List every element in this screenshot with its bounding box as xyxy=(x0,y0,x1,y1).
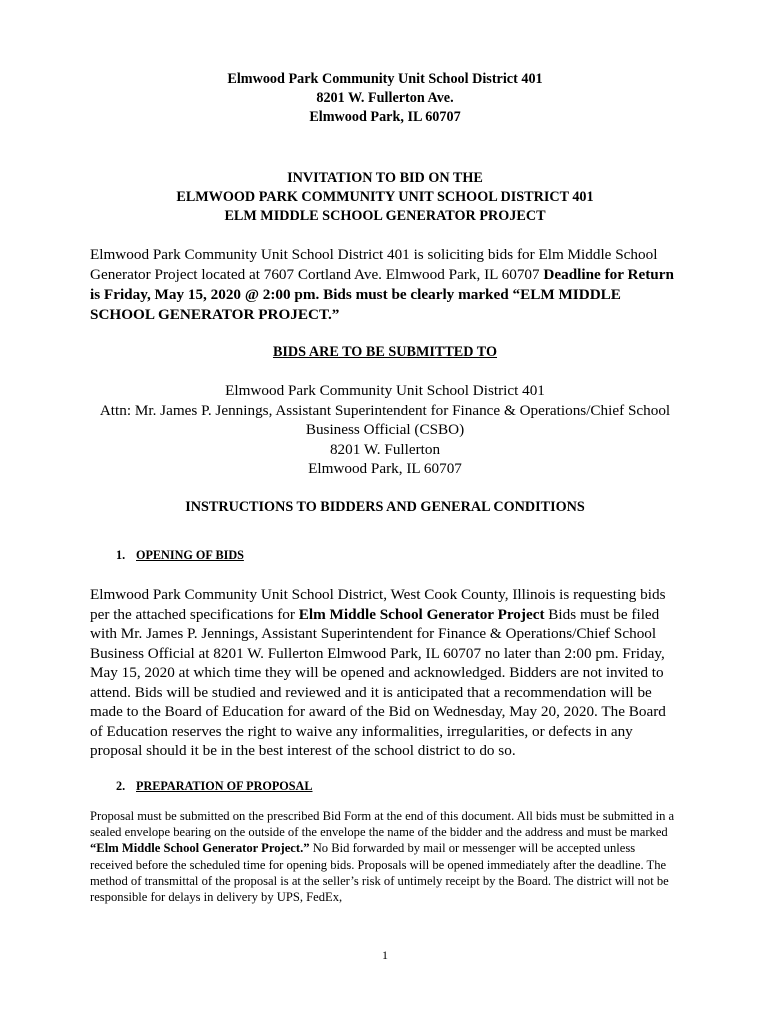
intro-text: Elmwood Park Community Unit School District 401 is soliciting bids for Elm Middle School Generator Project located at 7607 Cortland Ave. Elmwood Park, IL 60707 xyxy=(90,246,658,283)
instructions-heading: INSTRUCTIONS TO BIDDERS AND GENERAL CONDITIONS xyxy=(185,499,585,515)
intro-paragraph xyxy=(90,245,680,325)
section-1-text-b: Bids must be filed with Mr. James P. Jennings, Assistant Superintendent for Finance & Operations/Chief School Business Official at 8201 W. Fullerton Elmwood Park, IL 60707 no later than 2:00 pm. Friday, May 15, 2020 at which time they will be opened and acknowledged. Bidders are not invited to attend. Bids will be studied and reviewed and it is anticipated that a recommendation will be made to the Board of Education for award of the Bid on Wednesday, May 20, 2020. The Board of Education reserves the right to waive any informalities, irregularities, or defects in any proposal should it be in the best interest of the school district to do so. xyxy=(90,605,666,759)
document-title xyxy=(0,169,770,226)
address-line-5: Elmwood Park, IL 60707 xyxy=(308,460,462,477)
section-1-paragraph xyxy=(90,585,680,761)
section-1-project-name: Elm Middle School Generator Project xyxy=(298,605,545,623)
section-2-title: PREPARATION OF PROPOSAL xyxy=(136,779,313,793)
page-number: 1 xyxy=(382,948,388,962)
title-line-1: INVITATION TO BID ON THE xyxy=(287,170,483,186)
section-2-text-a: Proposal must be submitted on the prescribed Bid Form at the end of this document. All bids must be submitted in a sealed envelope bearing on the outside of the envelope the name of the bidder and the address and must be marked xyxy=(90,809,675,840)
section-1-number: 1. xyxy=(116,548,126,562)
address-line-3: Business Official (CSBO) xyxy=(305,421,465,438)
district-city: Elmwood Park, IL 60707 xyxy=(309,109,461,125)
district-name: Elmwood Park Community Unit School District 401 xyxy=(227,71,543,87)
section-2-project-name: “Elm Middle School Generator Project.” xyxy=(90,841,310,856)
section-2-paragraph xyxy=(90,808,680,905)
section-2-text-b: No Bid forwarded by mail or messenger will be accepted unless received before the scheduled time for opening bids. Proposals will be opened immediately after the deadline. The method of transmittal of the proposal is at the seller’s risk of untimely receipt by the Board. The district will not be responsible for delays in delivery by UPS, FedEx, xyxy=(90,841,669,905)
section-1-title: OPENING OF BIDS xyxy=(136,548,244,562)
address-line-2: Attn: Mr. James P. Jennings, Assistant Superintendent for Finance & Operations/Chief School xyxy=(99,401,671,419)
address-line-4: 8201 W. Fullerton xyxy=(329,440,441,458)
section-1-heading xyxy=(116,548,244,563)
title-line-2: ELMWOOD PARK COMMUNITY UNIT SCHOOL DISTRICT 401 xyxy=(176,189,594,205)
district-header xyxy=(0,70,770,127)
submit-heading: BIDS ARE TO BE SUBMITTED TO xyxy=(272,344,498,360)
district-street: 8201 W. Fullerton Ave. xyxy=(316,90,454,106)
section-1-text-a: Elmwood Park Community Unit School District, West Cook County, Illinois is requesting bids per the attached specifications for xyxy=(90,586,666,623)
title-line-3: ELM MIDDLE SCHOOL GENERATOR PROJECT xyxy=(224,208,546,224)
section-2-heading xyxy=(116,779,313,794)
intro-deadline: Deadline for Return is Friday, May 15, 2020 @ 2:00 pm. Bids must be clearly marked “ELM MIDDLE SCHOOL GENERATOR PROJECT.” xyxy=(90,266,674,323)
section-2-number: 2. xyxy=(116,779,126,793)
submission-address xyxy=(0,381,770,479)
address-line-1: Elmwood Park Community Unit School District 401 xyxy=(225,382,545,399)
